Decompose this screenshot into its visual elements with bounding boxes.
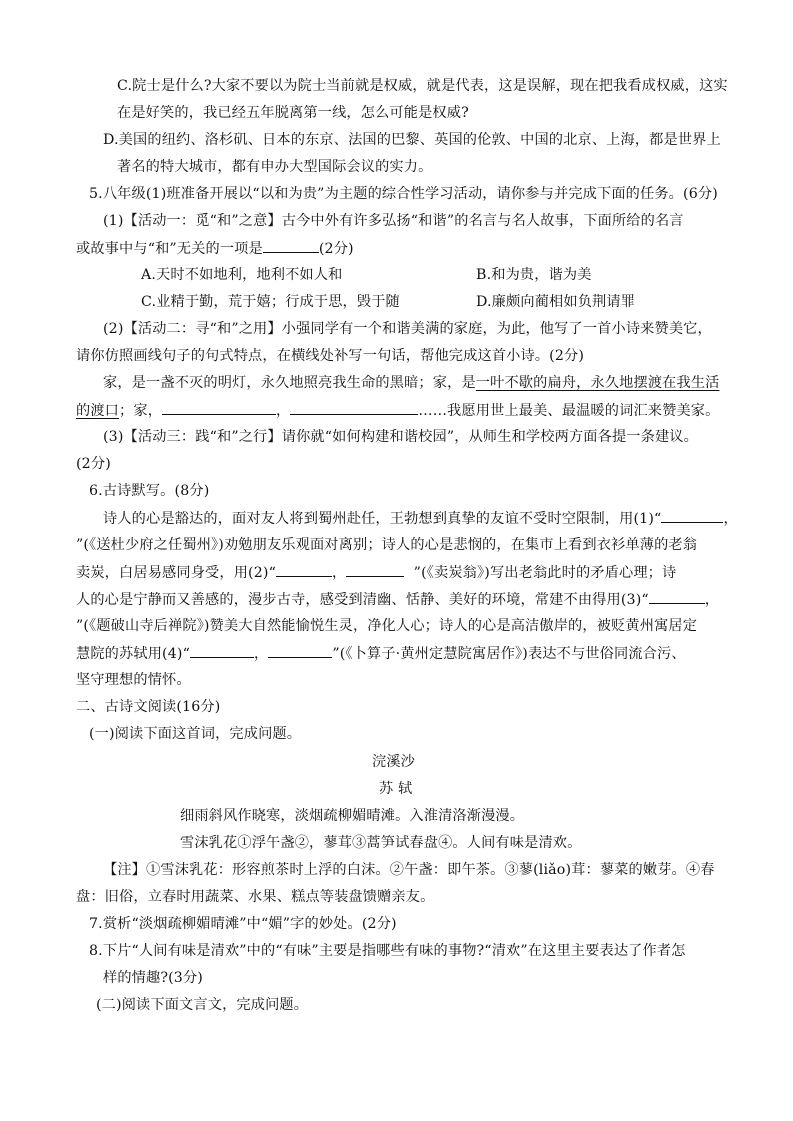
q6-stem: 6.古诗默写。(8分)	[89, 483, 210, 499]
answer-blank[interactable]	[346, 562, 404, 577]
q8-line2: 样的情趣?(3分)	[103, 970, 203, 986]
answer-blank[interactable]	[190, 643, 254, 658]
section2-part2-heading: (二)阅读下面文言文，完成问题。	[96, 997, 309, 1013]
comma: ，	[276, 403, 291, 419]
q6-line5: ”(《题破山寺后禅院》)赞美大自然能愉悦生灵，净化人心；诗人的心是高洁傲岸的，被贬黄州寓居定	[76, 618, 698, 634]
q4-option-d-line2: 著名的特大城市，都有申办大型国际会议的实力。	[117, 159, 433, 175]
q6-text: 卖炭，白居易感同身受，用(2)“	[76, 565, 277, 581]
underlined-sentence-end: 的渡口	[76, 403, 120, 419]
answer-blank[interactable]	[649, 589, 705, 604]
q5-stem: 5.八年级(1)班准备开展以“以和为贵”为主题的综合性学习活动，请你参与并完成下面的任务。(6分)	[89, 186, 718, 202]
q6-line2: ”(《送杜少府之任蜀州》)劝勉朋友乐观面对离别；诗人的心是悲悯的，在集市上看到衣衫单薄的老翁	[76, 537, 698, 553]
comma: ，	[332, 565, 347, 581]
q6-text: ”(《卜算子·黄州定慧院寓居作》)表达不与世俗同流合污、	[332, 646, 686, 662]
q6-line7: 坚守理想的情怀。	[76, 672, 191, 688]
answer-blank[interactable]	[661, 508, 723, 523]
q4-option-c-line1: C.院士是什么?大家不要以为院士当前就是权威，就是代表，这是误解，现在把我看成权威，这实	[117, 78, 728, 94]
comma: ，	[723, 511, 738, 527]
q6-text: 人的心是宁静而又善感的，漫步古寺，感受到清幽、恬静、美好的环境，常建不由得用(3)“	[76, 592, 649, 608]
poem-notes-line1: 【注】①雪沫乳花：形容煎茶时上浮的白沫。②午盏：即午茶。③蓼(liǎo)茸：蓼菜的嫩芽。④春	[103, 862, 715, 878]
q5-poem-line1	[103, 373, 720, 393]
poem-author: 苏 轼	[379, 781, 413, 797]
q5-activity2-line1: (2)【活动二：寻“和”之用】小强同学有一个和谐美满的家庭，为此，他写了一首小诗来赞美它，	[103, 321, 712, 337]
answer-blank[interactable]	[263, 238, 319, 253]
poem-notes-line2: 盘：旧俗，立春时用蔬菜、水果、糕点等装盘馈赠亲友。	[76, 889, 435, 905]
answer-blank[interactable]	[268, 643, 332, 658]
q5-activity1-question: 或故事中与“和”无关的一项是	[76, 241, 263, 257]
poem-title: 浣溪沙	[372, 754, 416, 770]
section2-part1-heading: (一)阅读下面这首词，完成问题。	[89, 726, 302, 742]
q6-line3	[76, 562, 676, 583]
poem-line1: 细雨斜风作晓寒，淡烟疏柳媚晴滩。入淮清洛渐漫漫。	[180, 808, 525, 824]
poem-line2: 雪沫乳花①浮午盏②，蓼茸③蒿笋试春盘④。人间有味是清欢。	[180, 835, 582, 851]
q5-activity1-line2	[76, 238, 354, 259]
answer-blank[interactable]	[290, 400, 418, 415]
q5-activity1-line1: (1)【活动一：觅“和”之意】古今中外有许多弘扬“和谐”的名言与名人故事，下面所给的名言	[103, 213, 684, 229]
poem-text: ；家，	[119, 403, 163, 419]
q4-option-c-line2: 在是好笑的，我已经五年脱离第一线，怎么可能是权威?	[117, 105, 469, 121]
answer-blank[interactable]	[276, 562, 332, 577]
q6-text: 慧院的苏轼用(4)“	[76, 646, 190, 662]
q5-poem-line2	[76, 400, 719, 421]
comma: ，	[704, 592, 720, 608]
comma: ，	[253, 646, 269, 662]
answer-blank[interactable]	[162, 400, 276, 415]
section2-title: 二、古诗文阅读(16分)	[76, 699, 221, 715]
q5-option-a: A.天时不如地利，地利不如人和	[141, 267, 343, 283]
q5-activity1-score: (2分)	[318, 241, 354, 257]
q5-activity2-line2: 请你仿照画线句子的句式特点，在横线处补写一句话，帮他完成这首小诗。(2分)	[76, 348, 585, 364]
q6-line6	[76, 643, 686, 664]
q6-text: ”(《卖炭翁》)写出老翁此时的矛盾心理；诗	[404, 565, 677, 581]
poem-text: ……我愿用世上最美、最温暖的词汇来赞美家。	[418, 403, 720, 419]
q6-line4	[76, 589, 719, 610]
q4-option-d-line1: D.美国的纽约、洛杉矶、日本的东京、法国的巴黎、英国的伦敦、中国的北京、上海，都是世界上	[103, 132, 721, 148]
q5-activity3-line1: (3)【活动三：践“和”之行】请你就“如何构建和谐校园”，从师生和学校两方面各提一条建议。	[103, 429, 698, 445]
poem-text: 家，是一盏不灭的明灯，永久地照亮我生命的黑暗；家，是	[103, 375, 476, 391]
q6-line1	[103, 508, 738, 529]
q8-line1: 8.下片“人间有味是清欢”中的“有味”主要是指哪些有味的事物?“清欢”在这里主要表达了作者怎	[89, 943, 686, 959]
q6-text: 诗人的心是豁达的，面对友人将到蜀州赴任，王勃想到真挚的友谊不受时空限制，用(1)“	[103, 511, 662, 527]
q5-option-b: B.和为贵，谐为美	[476, 267, 592, 283]
q5-option-d: D.廉颇向蔺相如负荆请罪	[476, 294, 636, 310]
q5-option-c: C.业精于勤，荒于嬉；行成于思，毁于随	[141, 294, 400, 310]
q5-activity3-line2: (2分)	[76, 456, 111, 472]
underlined-sentence: 一叶不歇的扁舟，永久地摆渡在我生活	[475, 375, 720, 391]
q7: 7.赏析“淡烟疏柳媚晴滩”中“媚”字的妙处。(2分)	[89, 916, 397, 932]
